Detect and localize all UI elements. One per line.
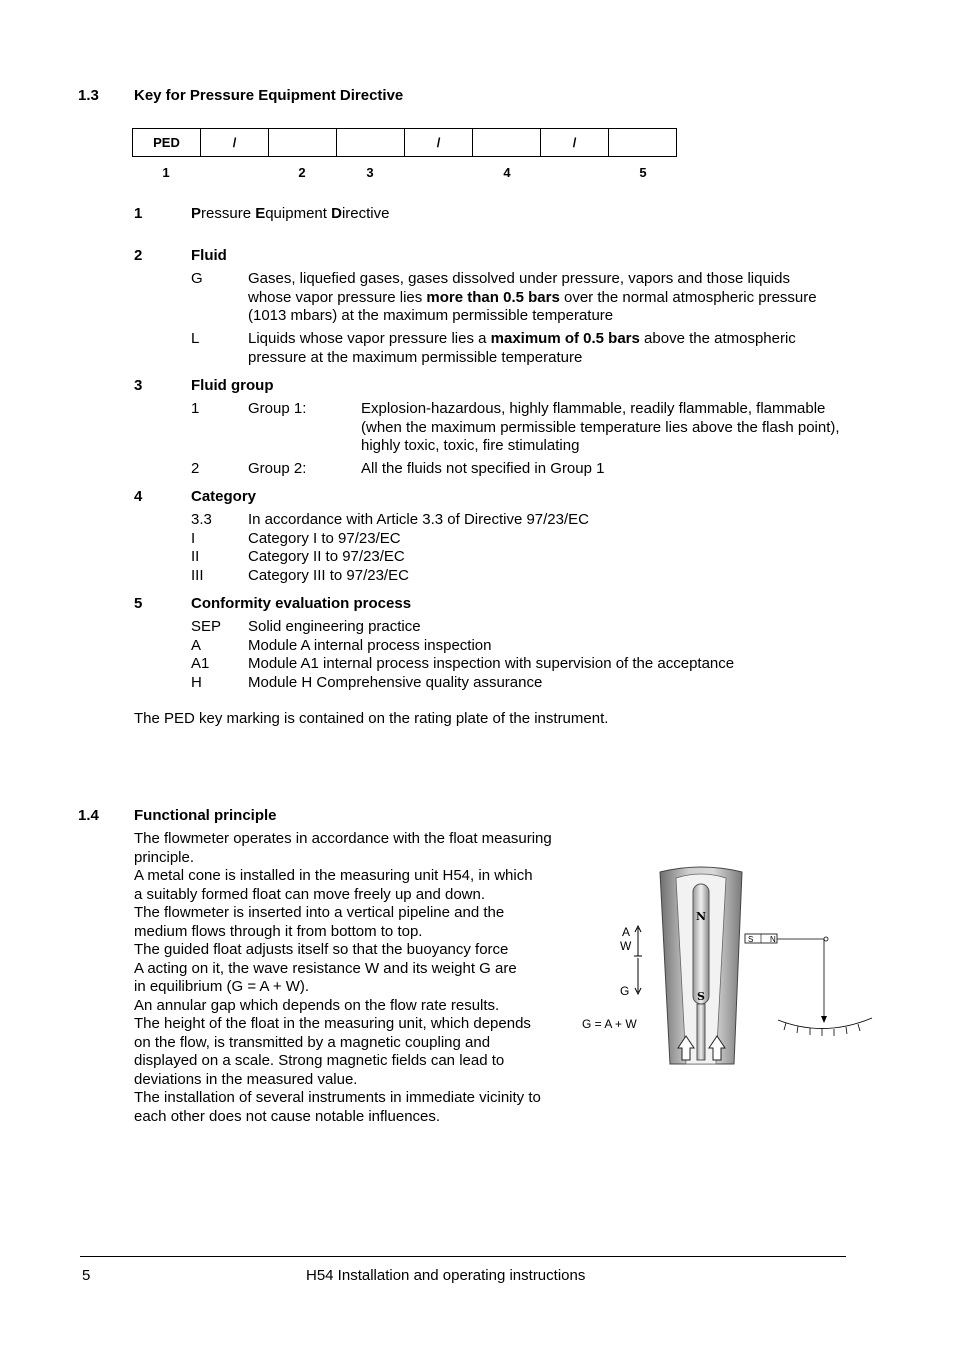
ped-position-number: 5 <box>639 165 647 180</box>
category-descriptions: In accordance with Article 3.3 of Directive 97/23/EC Category I to 97/23/EC Category II to 97/23/EC Category III to 97/23/EC <box>248 511 590 584</box>
ped-position-number: 3 <box>366 165 374 180</box>
ped-note: The PED key marking is contained on the rating plate of the instrument. <box>134 710 609 727</box>
float-north-label: N <box>695 910 707 923</box>
equilibrium-formula: G = A + W <box>582 1017 637 1031</box>
item-number: 4 <box>134 488 143 505</box>
group-description: All the fluids not specified in Group 1 <box>361 460 605 477</box>
group-label: Group 1: <box>248 400 307 417</box>
item-title: Category <box>191 488 257 505</box>
item-title: Fluid <box>191 247 227 264</box>
footer-title: H54 Installation and operating instructions <box>306 1267 586 1284</box>
item-number: 2 <box>134 247 143 264</box>
ped-position-number: 2 <box>298 165 306 180</box>
group-description: Explosion-hazardous, highly flammable, readily flammable, flammable (when the maximum permissible temperature lies above the flash point), highly toxic, toxic, fire stimulating <box>361 400 840 454</box>
group-key: 1 <box>191 400 200 417</box>
ped-definition: Pressure Equipment Directive <box>191 205 390 222</box>
ped-cell: / <box>405 129 473 157</box>
force-g-label: G <box>620 984 630 998</box>
float-stem <box>697 1004 705 1060</box>
item-title: Fluid group <box>191 377 274 394</box>
fluid-liquid-description: Liquids whose vapor pressure lies a maximum of 0.5 bars above the atmospheric pressure at the maximum permissible temperature <box>248 330 796 366</box>
scale-ticks <box>784 1023 860 1036</box>
float-principle-diagram <box>576 860 876 1070</box>
magnet-south-label: S <box>748 935 754 944</box>
force-a-label: A <box>622 925 631 939</box>
group-key: 2 <box>191 460 200 477</box>
float <box>693 884 709 1004</box>
fluid-key: G <box>191 270 203 287</box>
ped-cell <box>337 129 405 157</box>
ped-cell <box>269 129 337 157</box>
item-number: 5 <box>134 595 143 612</box>
category-keys: 3.3 I II III <box>191 511 212 584</box>
ped-key-table <box>132 128 677 157</box>
section-number: 1.3 <box>78 87 99 104</box>
force-w-label: W <box>620 939 632 953</box>
ped-cell: PED <box>133 129 201 157</box>
item-number: 3 <box>134 377 143 394</box>
item-title: Conformity evaluation process <box>191 595 412 612</box>
section-title: Key for Pressure Equipment Directive <box>134 87 404 104</box>
float-south-label: S <box>697 990 705 1003</box>
ped-cell: / <box>541 129 609 157</box>
magnet-north-label: N <box>770 935 776 944</box>
ped-cell: / <box>201 129 269 157</box>
functional-principle-text: The flowmeter operates in accordance with the float measuring principle. A metal cone is installed in the measuring unit H54, in which a suitably formed float can move freely up and down. The flowmeter is inserted into a vertical pipeline and the medium flows through it from bottom to top. The guided float adjusts itself so that the buoyancy force A acting on it, the wave resistance W and its weight G are in equilibrium (G = A + W). An annular gap which depends on the flow rate results. The height of the float in the measuring unit, which depends on the flow, is transmitted by a magnetic coupling and displayed on a scale. Strong magnetic fields can lead to deviations in the measured value. The installation of several instruments in immediate vicinity to each other does not cause notable influences. <box>134 830 552 1125</box>
ped-cell <box>473 129 541 157</box>
conformity-keys: SEP A A1 H <box>191 618 222 691</box>
section-number: 1.4 <box>78 807 99 824</box>
page-number: 5 <box>82 1267 91 1284</box>
fluid-key: L <box>191 330 200 347</box>
footer-divider <box>80 1256 846 1257</box>
ped-position-number: 4 <box>503 165 511 180</box>
ped-position-number: 1 <box>162 165 170 180</box>
item-number: 1 <box>134 205 143 222</box>
fluid-gas-description: Gases, liquefied gases, gases dissolved under pressure, vapors and those liquids whose vapor pressure lies more than 0.5 bars over the normal atmospheric pressure (1013 mbars) at the maximum permissible temperature <box>248 270 817 324</box>
group-label: Group 2: <box>248 460 307 477</box>
section-title: Functional principle <box>134 807 277 824</box>
conformity-descriptions: Solid engineering practice Module A internal process inspection Module A1 internal process inspection with supervision of the acceptance Module H Comprehensive quality assurance <box>248 618 735 691</box>
ped-cell <box>609 129 677 157</box>
